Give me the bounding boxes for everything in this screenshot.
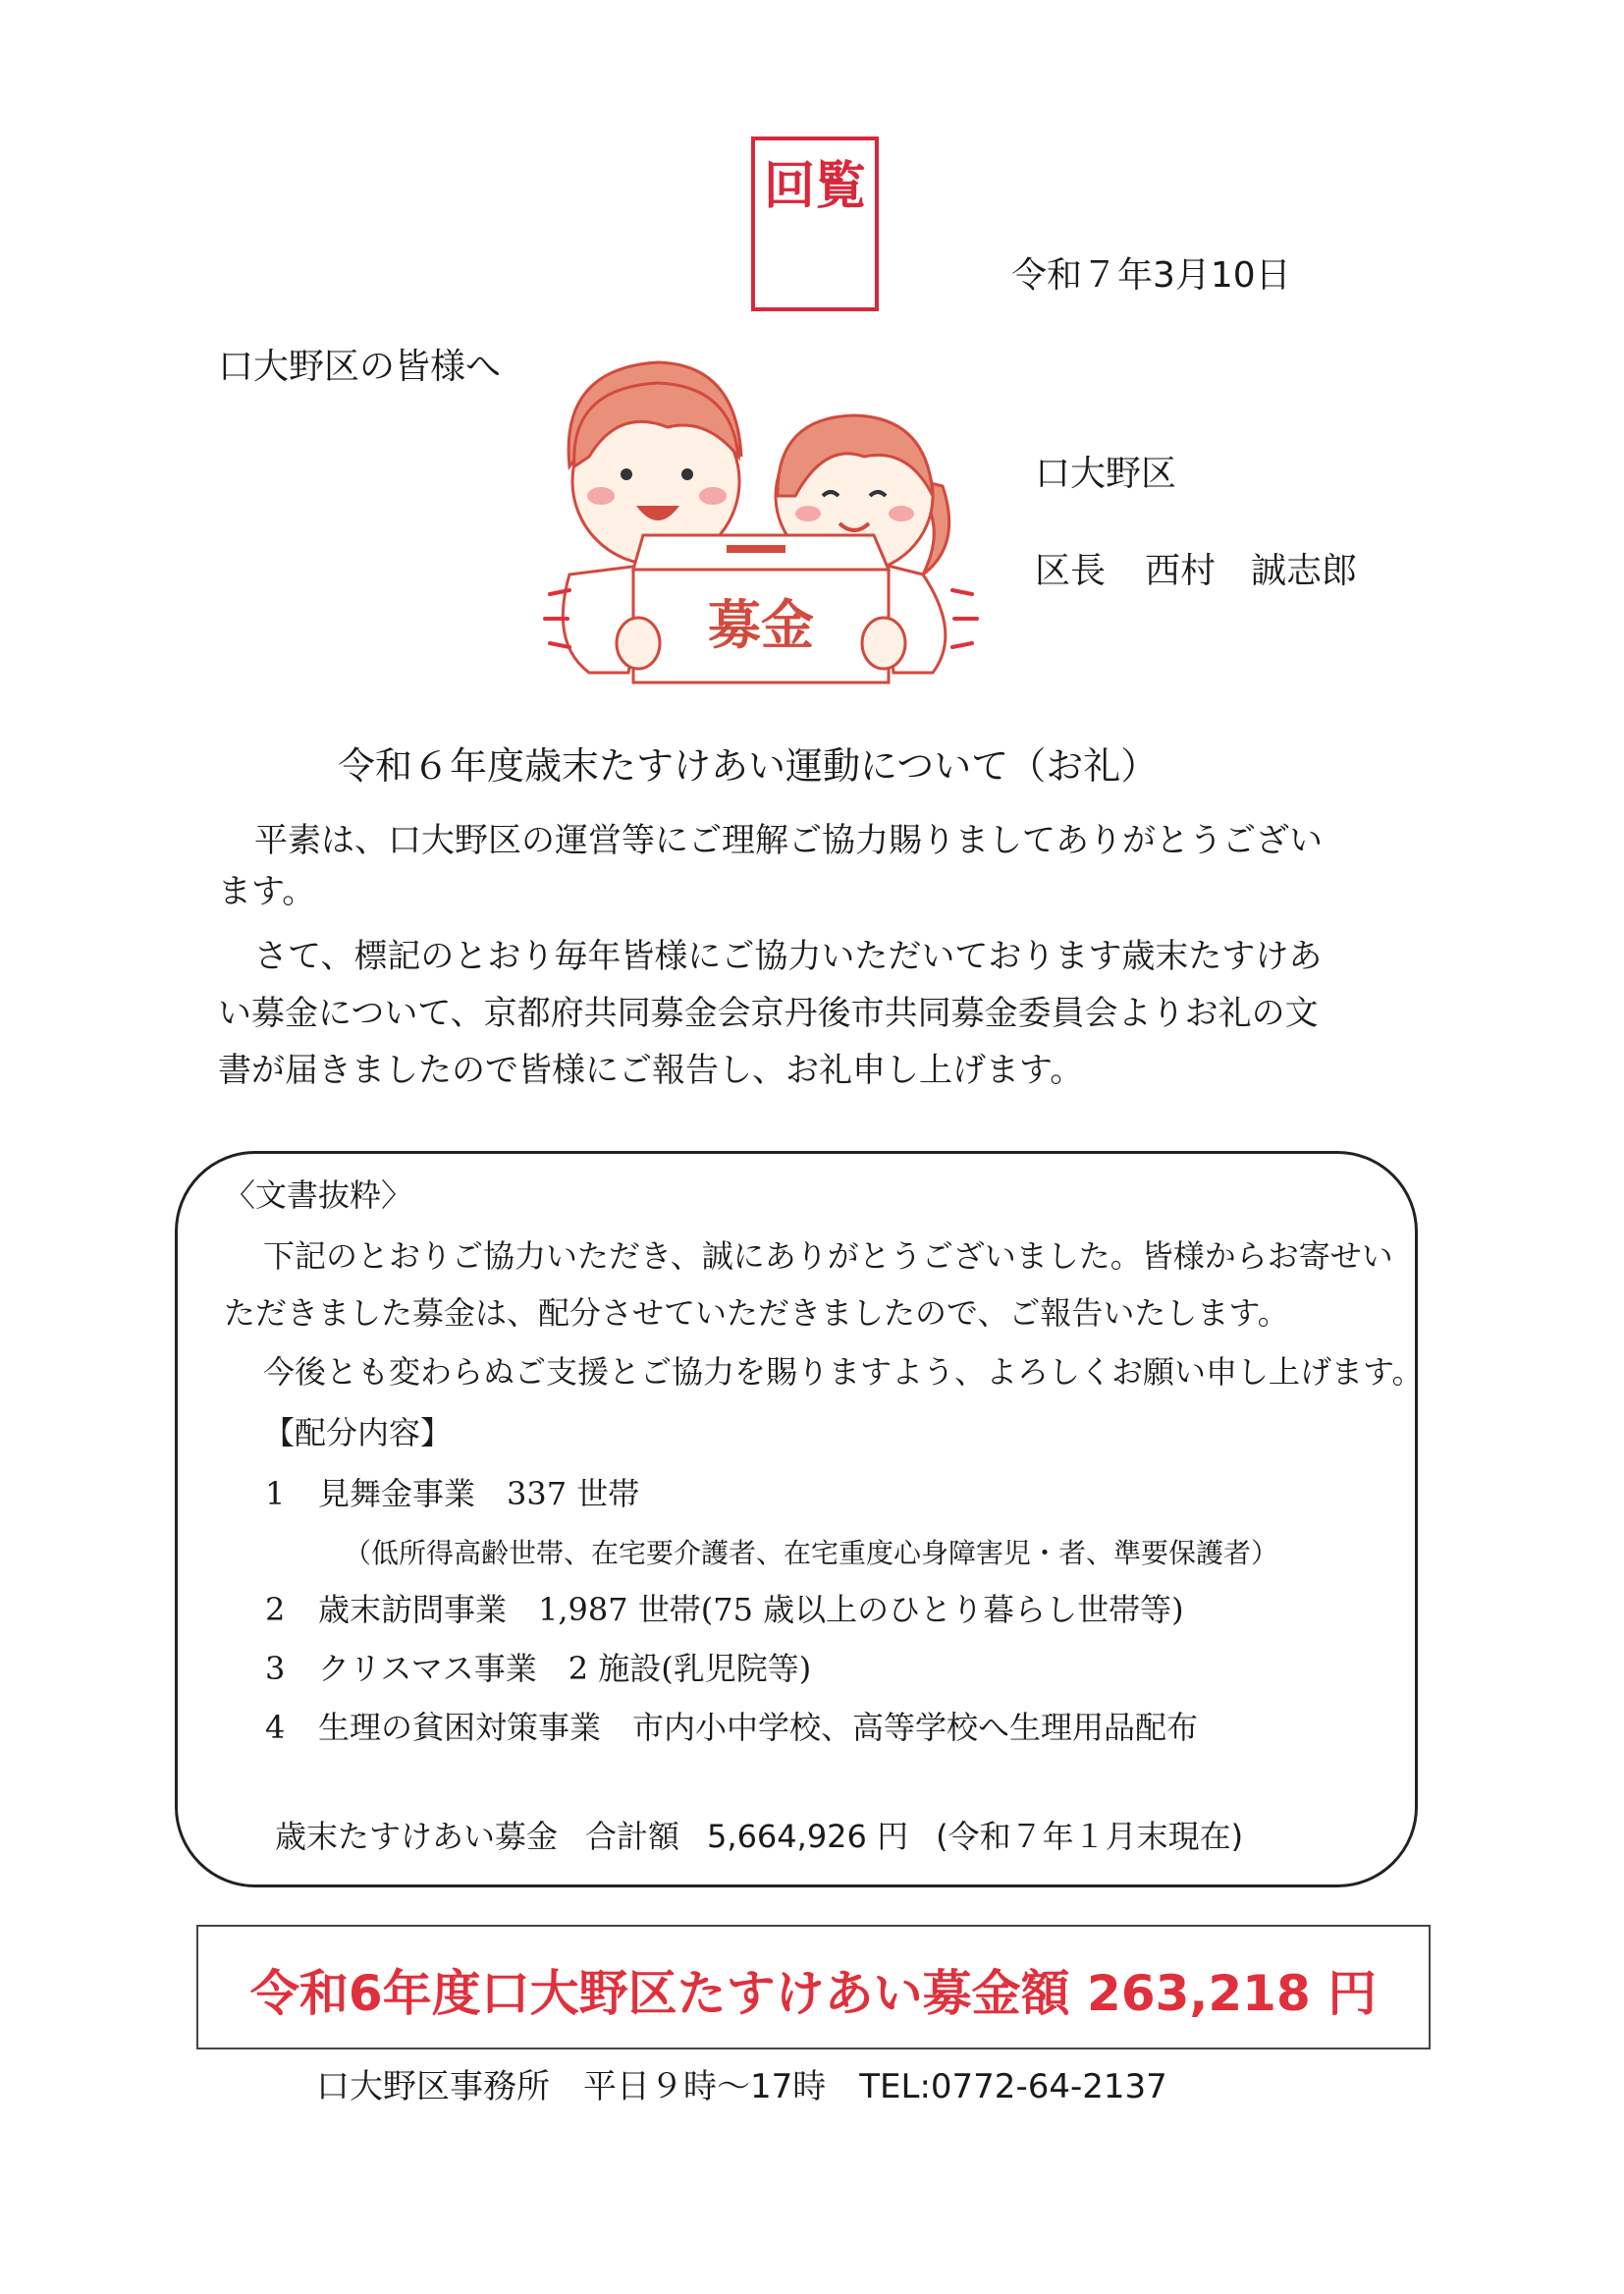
item-text: クリスマス事業 2 施設(乳児院等): [318, 1650, 812, 1687]
item-text: 見舞金事業 337 世帯: [318, 1475, 640, 1512]
total-note: (令和７年１月末現在): [936, 1818, 1244, 1855]
item-number: 4: [265, 1709, 286, 1746]
footer-tel: TEL:0772-64-2137: [859, 2067, 1167, 2106]
excerpt-line: ただきました募金は、配分させていただきましたので、ご報告いたします。: [224, 1294, 1289, 1332]
item-number: 1: [265, 1475, 286, 1512]
addressee: 口大野区の皆様へ: [218, 347, 502, 387]
body-line: 平素は、口大野区の運営等にご理解ご協力賜りましてありがとうござい: [254, 821, 1323, 860]
donation-total: [275, 1812, 1243, 1857]
allocation-item: [265, 1469, 639, 1514]
item-number: 3: [265, 1650, 286, 1687]
allocation-item-note: （低所得高齢世帯、在宅要介護者、在宅重度心身障害児・者、準要保護者）: [344, 1537, 1279, 1569]
sender-org: 口大野区: [1035, 454, 1177, 494]
circulation-stamp: [751, 137, 879, 311]
footer-office: 口大野区事務所: [316, 2067, 550, 2106]
donation-box: [617, 535, 905, 683]
sender-line: [1035, 543, 1396, 593]
excerpt-line: 今後とも変わらぬご支援とご協力を賜りますよう、よろしくお願い申し上げます。: [263, 1353, 1424, 1391]
item-text: 歳末訪問事業 1,987 世帯(75 歳以上のひとり暮らし世帯等): [318, 1591, 1184, 1628]
body-line: さて、標記のとおり毎年皆様にご協力いただいております歳末たすけあ: [254, 937, 1323, 976]
donation-illustration: [530, 349, 992, 702]
total-amount: 5,664,926 円: [707, 1818, 909, 1855]
allocation-item: [265, 1703, 1198, 1748]
total-label: 歳末たすけあい募金: [275, 1818, 559, 1855]
footer-hours: 平日９時～17時: [583, 2067, 827, 2106]
body-line: ます。: [218, 872, 316, 911]
allocation-item: [265, 1585, 1184, 1630]
stamp-text: 回覧: [763, 156, 866, 216]
excerpt-heading: 〈文書抜粋〉: [224, 1176, 413, 1214]
item-text: 生理の貧困対策事業 市内小中学校、高等学校へ生理用品配布: [318, 1709, 1199, 1746]
body-line: い募金について、京都府共同募金会京丹後市共同募金委員会よりお礼の文: [218, 994, 1319, 1033]
footer-contact: [316, 2059, 1167, 2107]
box-label: 募金: [708, 594, 814, 656]
banner-text: 令和6年度口大野区たすけあい募金額 263,218 円: [249, 1965, 1378, 2022]
document-date: 令和７年3月10日: [1011, 255, 1291, 296]
sender-name: 西村 誠志郎: [1145, 551, 1358, 591]
allocation-item: [265, 1644, 811, 1689]
body-line: 書が届きましたので皆様にご報告し、お礼申し上げます。: [218, 1051, 1084, 1090]
document-title: 令和６年度歳末たすけあい運動について（お礼）: [338, 744, 1159, 788]
excerpt-line: 下記のとおりご協力いただき、誠にありがとうございました。皆様からお寄せい: [263, 1237, 1393, 1275]
total-amount-label: 合計額: [585, 1818, 680, 1855]
item-number: 2: [265, 1591, 286, 1628]
allocation-heading: 【配分内容】: [263, 1414, 453, 1451]
district-total-banner: [196, 1925, 1431, 2049]
sender-role: 区長: [1035, 551, 1107, 591]
